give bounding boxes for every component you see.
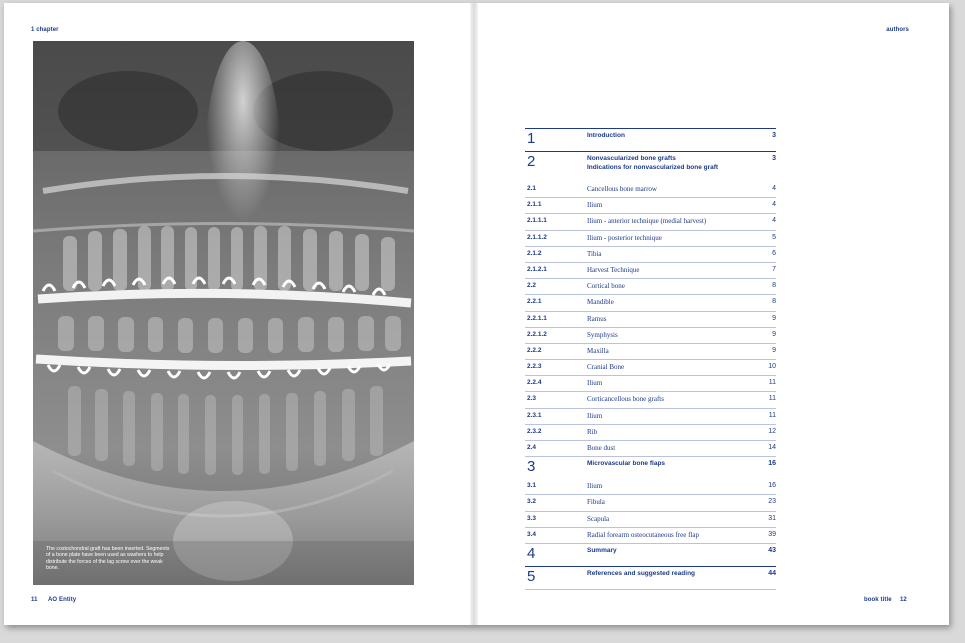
toc-title: Cortical bone [587, 279, 756, 295]
toc-section-row[interactable] [525, 424, 776, 440]
toc-title: Ilium [587, 198, 756, 214]
toc-title: Corticancellous bone grafts [587, 392, 756, 408]
toc-number: 3.1 [525, 479, 587, 495]
toc-number: 2.3 [525, 392, 587, 408]
toc-number: 2.1.1.1 [525, 214, 587, 230]
book-gutter [470, 3, 478, 625]
toc-title: Harvest Technique [587, 262, 756, 278]
toc-chapter-row[interactable] [525, 152, 776, 183]
folio-right-number: 12 [900, 597, 907, 603]
toc-title: Rib [587, 424, 756, 440]
toc-title: Ilium [587, 408, 756, 424]
toc-title: Summary [587, 543, 756, 566]
toc-number: 3.2 [525, 495, 587, 511]
toc-page: 4 [756, 198, 776, 214]
toc-number: 2.2.1.1 [525, 311, 587, 327]
toc-title: Radial forearm osteocutaneous free flap [587, 527, 756, 543]
toc-section-row[interactable] [525, 360, 776, 376]
toc-page: 4 [756, 214, 776, 230]
toc-title: References and suggested reading [587, 566, 756, 589]
toc-page: 43 [756, 543, 776, 566]
toc-title: Introduction [587, 129, 756, 152]
toc-page: 16 [756, 479, 776, 495]
toc-page: 39 [756, 527, 776, 543]
toc-number: 3 [525, 457, 587, 480]
toc-number: 2.1.2 [525, 246, 587, 262]
toc-number: 2.2 [525, 279, 587, 295]
toc-title: Scapula [587, 511, 756, 527]
toc-title-line2: Indications for nonvascularized bone graft [587, 163, 719, 171]
toc-section-row[interactable] [525, 408, 776, 424]
toc-chapter-row[interactable] [525, 543, 776, 566]
toc-number: 3.3 [525, 511, 587, 527]
running-head-right: authors [886, 27, 909, 33]
toc-title: Symphysis [587, 327, 756, 343]
toc-number: 2.2.1 [525, 295, 587, 311]
toc-section-row[interactable] [525, 327, 776, 343]
toc-title: Fibula [587, 495, 756, 511]
figure-caption: The costochondral graft has been inserted. Segments of a bone plate have been used as washers to help distribute the forces of the lag screw over the weak bone. [46, 546, 170, 572]
toc-number: 2.4 [525, 441, 587, 457]
toc-title: Ilium - posterior technique [587, 230, 756, 246]
toc-number: 2.1.1.2 [525, 230, 587, 246]
toc-number: 2.1 [525, 182, 587, 198]
toc-title: Ramus [587, 311, 756, 327]
toc-page: 44 [756, 566, 776, 589]
toc-number: 3.4 [525, 527, 587, 543]
toc-title: Cranial Bone [587, 360, 756, 376]
panoramic-xray-image [33, 41, 414, 585]
toc-page: 11 [756, 408, 776, 424]
toc-section-row[interactable] [525, 230, 776, 246]
toc-section-row[interactable] [525, 246, 776, 262]
toc-page: 11 [756, 376, 776, 392]
toc-page: 4 [756, 182, 776, 198]
toc-page: 31 [756, 511, 776, 527]
toc-page: 9 [756, 343, 776, 359]
folio-left-title: AO Entity [48, 597, 77, 603]
toc-title-line1: Nonvascularized bone grafts [587, 155, 676, 162]
toc-title: Ilium [587, 376, 756, 392]
folio-left-number: 11 [31, 597, 38, 603]
toc-number: 2.1.1 [525, 198, 587, 214]
toc-number: 4 [525, 543, 587, 566]
toc-number: 2.2.1.2 [525, 327, 587, 343]
toc-page: 7 [756, 262, 776, 278]
toc-title: Microvascular bone flaps [587, 457, 756, 480]
toc-number: 5 [525, 566, 587, 589]
toc-section-row[interactable] [525, 198, 776, 214]
toc-number: 2.3.2 [525, 424, 587, 440]
toc-page: 6 [756, 246, 776, 262]
toc-page: 16 [756, 457, 776, 480]
toc-number: 2.1.2.1 [525, 262, 587, 278]
toc-title: Ilium [587, 479, 756, 495]
toc-page: 9 [756, 311, 776, 327]
toc-section-row[interactable] [525, 527, 776, 543]
toc-section-row[interactable] [525, 311, 776, 327]
xray-illustration [33, 41, 414, 585]
book-spread [4, 3, 949, 625]
toc-section-row[interactable] [525, 479, 776, 495]
toc-chapter-row[interactable] [525, 129, 776, 152]
toc-chapter-row[interactable] [525, 457, 776, 480]
toc-page: 3 [756, 129, 776, 152]
toc-title: Ilium - anterior technique (medial harvest) [587, 214, 756, 230]
toc-title: Bone dust [587, 441, 756, 457]
toc-number: 2.2.2 [525, 343, 587, 359]
toc-page: 3 [756, 152, 776, 183]
toc-section-row[interactable] [525, 262, 776, 278]
table-of-contents [525, 128, 776, 590]
toc-section-row[interactable] [525, 376, 776, 392]
toc-number: 2.2.3 [525, 360, 587, 376]
toc-page: 5 [756, 230, 776, 246]
toc-section-row[interactable] [525, 279, 776, 295]
running-head-left: 1 chapter [31, 27, 59, 33]
toc-section-row[interactable] [525, 295, 776, 311]
toc-title: Tibia [587, 246, 756, 262]
toc-page: 8 [756, 295, 776, 311]
toc-page: 10 [756, 360, 776, 376]
toc-page: 14 [756, 441, 776, 457]
toc-title: Mandible [587, 295, 756, 311]
toc-page: 23 [756, 495, 776, 511]
toc-number: 1 [525, 129, 587, 152]
toc-page: 11 [756, 392, 776, 408]
toc-page: 12 [756, 424, 776, 440]
toc-section-row[interactable] [525, 441, 776, 457]
folio-right-title: book title [864, 597, 892, 603]
toc-title: Cancellous bone marrow [587, 182, 756, 198]
toc-section-row[interactable] [525, 182, 776, 198]
toc-section-row[interactable] [525, 392, 776, 408]
toc-chapter-row[interactable] [525, 566, 776, 589]
toc-section-row[interactable] [525, 214, 776, 230]
toc-page: 9 [756, 327, 776, 343]
toc-title [587, 152, 756, 183]
toc-title: Maxilla [587, 343, 756, 359]
toc-number: 2.3.1 [525, 408, 587, 424]
toc-number: 2.2.4 [525, 376, 587, 392]
toc-section-row[interactable] [525, 495, 776, 511]
toc-section-row[interactable] [525, 343, 776, 359]
toc-section-row[interactable] [525, 511, 776, 527]
toc-page: 8 [756, 279, 776, 295]
toc-number: 2 [525, 152, 587, 183]
